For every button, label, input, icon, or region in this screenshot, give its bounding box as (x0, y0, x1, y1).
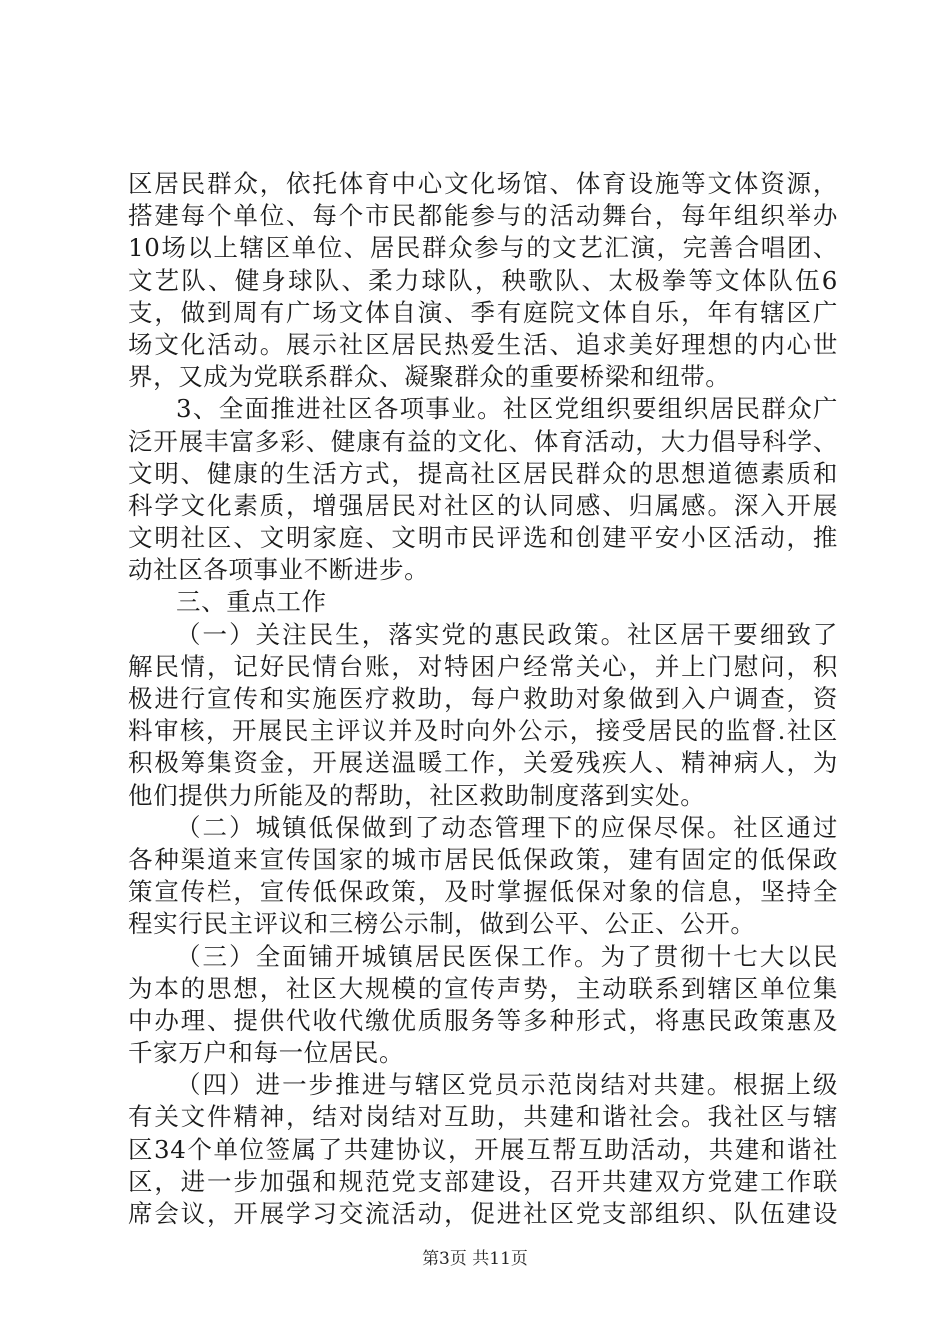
text-line: 支，做到周有广场文体自演、季有庭院文体自乐，年有辖区广 (128, 297, 838, 327)
text-line: 中办理、提供代收代缴优质服务等多种形式，将惠民政策惠及 (128, 1005, 838, 1035)
item-4-first-line: （四）进一步推进与辖区党员示范岗结对共建。根据上级 (176, 1070, 838, 1100)
text-line: 席会议，开展学习交流活动，促进社区党支部组织、队伍建设 (128, 1199, 838, 1228)
text-line: 动社区各项事业不断进步。 (128, 555, 430, 585)
text-line: 千家万户和每一位居民。 (128, 1038, 405, 1068)
text-line: 策宣传栏，宣传低保政策，及时掌握低保对象的信息，坚持全 (128, 877, 838, 907)
text-line: 积极筹集资金，开展送温暖工作，关爱残疾人、精神病人，为 (128, 748, 838, 778)
text-line: 科学文化素质，增强居民对社区的认同感、归属感。深入开展 (128, 490, 838, 520)
text-line: 文明、健康的生活方式，提高社区居民群众的思想道德素质和 (128, 458, 838, 488)
text-line: 区居民群众，依托体育中心文化场馆、体育设施等文体资源， (128, 169, 838, 198)
text-line: 有关文件精神，结对岗结对互助，共建和谐社会。我社区与辖 (128, 1102, 838, 1132)
text-line: 极进行宣传和实施医疗救助，每户救助对象做到入户调查，资 (128, 684, 838, 713)
section-heading: 三、重点工作 (176, 587, 327, 617)
text-line: 区，进一步加强和规范党支部建设，召开共建双方党建工作联 (128, 1166, 838, 1196)
text-line: 10场以上辖区单位、居民群众参与的文艺汇演，完善合唱团、 (128, 233, 838, 263)
item-3-first-line: （三）全面铺开城镇居民医保工作。为了贯彻十七大以民 (176, 941, 838, 971)
item-1-first-line: （一）关注民生，落实党的惠民政策。社区居干要细致了 (176, 619, 838, 649)
text-line: 料审核，开展民主评议并及时向外公示，接受居民的监督.社区 (128, 716, 838, 746)
text-line: 他们提供力所能及的帮助，社区救助制度落到实处。 (128, 780, 706, 810)
text-line: 场文化活动。展示社区居民热爱生活、追求美好理想的内心世 (128, 329, 838, 359)
document-body (128, 168, 838, 1230)
text-line: 各种渠道来宣传国家的城市居民低保政策，建有固定的低保政 (128, 844, 838, 874)
text-line: 程实行民主评议和三榜公示制，做到公平、公正、公开。 (128, 909, 756, 939)
section-3-first-line: 3、全面推进社区各项事业。社区党组织要组织居民群众广 (176, 394, 838, 424)
text-line: 文艺队、健身球队、柔力球队，秧歌队、太极拳等文体队伍6 (128, 265, 838, 295)
text-line: 搭建每个单位、每个市民都能参与的活动舞台，每年组织举办 (128, 201, 838, 231)
text-line: 泛开展丰富多彩、健康有益的文化、体育活动，大力倡导科学、 (128, 426, 838, 456)
text-line: 文明社区、文明家庭、文明市民评选和创建平安小区活动，推 (128, 523, 838, 553)
text-line: 区34个单位签属了共建协议，开展互帮互助活动，共建和谐社 (128, 1134, 838, 1164)
text-line: 解民情，记好民情台账，对特困户经常关心，并上门慰问，积 (128, 651, 838, 681)
text-line: 界，又成为党联系群众、凝聚群众的重要桥梁和纽带。 (128, 362, 731, 392)
page-number-footer: 第3页 共11页 (422, 1249, 528, 1269)
text-line: 为本的思想，社区大规模的宣传声势，主动联系到辖区单位集 (128, 973, 838, 1003)
item-2-first-line: （二）城镇低保做到了动态管理下的应保尽保。社区通过 (176, 812, 838, 842)
